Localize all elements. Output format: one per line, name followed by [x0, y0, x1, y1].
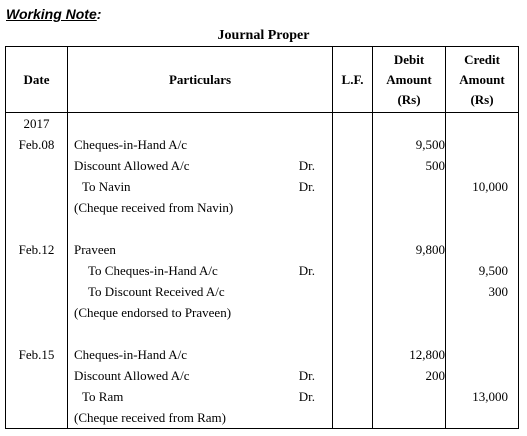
- spacer-cell: [68, 218, 333, 239]
- entry-debit: [373, 176, 446, 197]
- header-credit-line2: Amount: [459, 71, 505, 87]
- entry-date: [6, 155, 68, 176]
- working-note-colon: :: [96, 6, 102, 22]
- particulars-text: (Cheque endorsed to Praveen): [74, 305, 232, 320]
- entry-date: 2017: [6, 113, 68, 135]
- entry-particulars: [68, 197, 333, 218]
- particulars-text: Discount Allowed A/c: [74, 368, 190, 383]
- entry-debit: [373, 386, 446, 407]
- entry-credit: [446, 302, 519, 323]
- entry-debit: [373, 407, 446, 429]
- spacer-cell: [333, 218, 373, 239]
- journal-row: [6, 197, 519, 218]
- journal-table: [5, 46, 519, 429]
- particulars-text: Cheques-in-Hand A/c: [74, 347, 188, 362]
- entry-lf: [333, 344, 373, 365]
- entry-credit: [446, 239, 519, 260]
- entry-particulars: [68, 302, 333, 323]
- header-particulars: Particulars: [68, 47, 333, 113]
- entry-lf: [333, 281, 373, 302]
- entry-debit: [373, 281, 446, 302]
- entry-particulars: [68, 113, 333, 135]
- entry-debit: 12,800: [373, 344, 446, 365]
- entry-lf: [333, 302, 373, 323]
- entry-credit: 10,000: [446, 176, 519, 197]
- entry-particulars: [68, 176, 333, 197]
- working-note-label: Working Note: [6, 6, 97, 22]
- entry-date: [6, 197, 68, 218]
- header-debit-line2: Amount: [386, 71, 432, 87]
- entry-credit: [446, 197, 519, 218]
- particulars-text: Discount Allowed A/c: [74, 158, 190, 173]
- header-credit: [446, 47, 519, 113]
- journal-row: [6, 239, 519, 260]
- journal-header-row: [6, 47, 519, 113]
- header-lf: L.F.: [333, 47, 373, 113]
- journal-row: [6, 365, 519, 386]
- spacer-cell: [68, 323, 333, 344]
- spacer-cell: [373, 323, 446, 344]
- particulars-text: To Discount Received A/c: [88, 284, 225, 299]
- entry-lf: [333, 113, 373, 135]
- entry-particulars: [68, 407, 333, 429]
- spacer-cell: [446, 218, 519, 239]
- entry-credit: [446, 134, 519, 155]
- entry-debit: [373, 302, 446, 323]
- spacer-cell: [6, 218, 68, 239]
- entry-particulars: [68, 386, 333, 407]
- entry-date: [6, 386, 68, 407]
- journal-row: [6, 176, 519, 197]
- entry-credit: [446, 407, 519, 429]
- dr-marker: Dr.: [298, 263, 315, 278]
- journal-body: [6, 113, 519, 429]
- entry-debit: [373, 260, 446, 281]
- entry-date: [6, 260, 68, 281]
- working-note-title: [6, 6, 101, 22]
- year-row: [6, 113, 519, 135]
- entry-lf: [333, 407, 373, 429]
- entry-debit: 9,500: [373, 134, 446, 155]
- particulars-text: Cheques-in-Hand A/c: [74, 137, 188, 152]
- entry-debit: [373, 197, 446, 218]
- journal-row: [6, 407, 519, 429]
- dr-marker: Dr.: [298, 389, 315, 404]
- entry-lf: [333, 176, 373, 197]
- entry-date: [6, 365, 68, 386]
- entry-lf: [333, 134, 373, 155]
- spacer-cell: [373, 218, 446, 239]
- spacer-row: [6, 323, 519, 344]
- journal-title: Journal Proper: [217, 28, 310, 43]
- particulars-text: To Ram: [82, 389, 124, 404]
- dr-marker: Dr.: [298, 158, 315, 173]
- particulars-text: (Cheque received from Ram): [74, 410, 226, 425]
- journal-row: [6, 386, 519, 407]
- particulars-text: Praveen: [74, 242, 116, 257]
- dr-marker: Dr.: [298, 368, 315, 383]
- entry-credit: 9,500: [446, 260, 519, 281]
- particulars-text: To Navin: [82, 179, 131, 194]
- entry-lf: [333, 197, 373, 218]
- entry-date: [6, 407, 68, 429]
- entry-lf: [333, 260, 373, 281]
- entry-particulars: [68, 281, 333, 302]
- journal-row: [6, 302, 519, 323]
- entry-credit: 300: [446, 281, 519, 302]
- entry-date: Feb.12: [6, 239, 68, 260]
- entry-particulars: [68, 260, 333, 281]
- entry-date: Feb.15: [6, 344, 68, 365]
- header-debit-line1: Debit: [393, 51, 425, 67]
- entry-credit: 13,000: [446, 386, 519, 407]
- header-credit-line3: (Rs): [470, 91, 494, 107]
- journal-row: [6, 134, 519, 155]
- spacer-cell: [6, 323, 68, 344]
- entry-credit: [446, 113, 519, 135]
- entry-lf: [333, 239, 373, 260]
- entry-date: [6, 302, 68, 323]
- particulars-text: To Cheques-in-Hand A/c: [88, 263, 218, 278]
- journal-row: [6, 155, 519, 176]
- entry-debit: 9,800: [373, 239, 446, 260]
- journal-row: [6, 281, 519, 302]
- entry-debit: 200: [373, 365, 446, 386]
- entry-date: [6, 176, 68, 197]
- entry-credit: [446, 365, 519, 386]
- entry-debit: 500: [373, 155, 446, 176]
- journal-row: [6, 344, 519, 365]
- header-debit-line3: (Rs): [397, 91, 421, 107]
- entry-debit: [373, 113, 446, 135]
- entry-lf: [333, 155, 373, 176]
- entry-credit: [446, 155, 519, 176]
- journal-row: [6, 260, 519, 281]
- spacer-cell: [333, 323, 373, 344]
- entry-lf: [333, 386, 373, 407]
- dr-marker: Dr.: [298, 179, 315, 194]
- particulars-text: (Cheque received from Navin): [74, 200, 234, 215]
- entry-credit: [446, 344, 519, 365]
- spacer-cell: [446, 323, 519, 344]
- header-debit: [373, 47, 446, 113]
- entry-date: Feb.08: [6, 134, 68, 155]
- header-date: Date: [6, 47, 68, 113]
- header-credit-line1: Credit: [464, 51, 500, 67]
- entry-lf: [333, 365, 373, 386]
- entry-date: [6, 281, 68, 302]
- spacer-row: [6, 218, 519, 239]
